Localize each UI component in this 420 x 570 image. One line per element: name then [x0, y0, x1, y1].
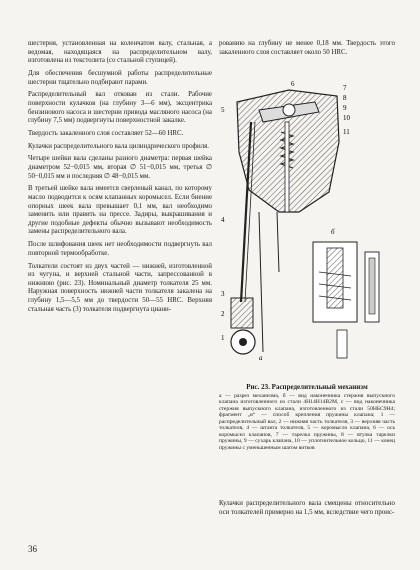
paragraph-8: После шлифования шеек нет необходимости подвергнуть вал повторной термообработке. [28, 241, 212, 257]
figure-label-4: 4 [221, 216, 225, 224]
valve-stem [285, 122, 289, 212]
paragraph-2: Для обеспечения бесшумной работы распределительные шестерни тщательно подбирают парами. [28, 69, 212, 86]
figure-label-3: 3 [221, 290, 225, 298]
paragraph-4: Твердость закаленного слоя составляет 52—60 HRC. [28, 129, 184, 137]
figure-label-5: 5 [221, 106, 225, 114]
figure-caption [219, 384, 395, 451]
figure-label-10: 10 [343, 114, 350, 122]
figure-label-8: 8 [343, 94, 347, 102]
page-number: 36 [28, 544, 37, 554]
right-column-bottom [219, 500, 395, 521]
valve-mechanism-drawing [219, 72, 395, 362]
detail-view-b [313, 242, 357, 322]
figure-label-2: 2 [221, 310, 225, 318]
paragraph-6: Четыре шейки вала сделаны разного диаметра: первая шейка диаметром 52−0,015 мм, вторая ∅ 51−0,015 мм, третья ∅ 50−0,015 мм и последняя ∅ 48−0,015 мм. [28, 155, 212, 180]
figure-label-7: 7 [343, 84, 347, 92]
rocker-shaft [283, 104, 295, 116]
figure-label-1: 1 [221, 334, 225, 342]
paragraph-5: Кулачки распределительного вала цилиндрического профиля. [28, 142, 210, 150]
paragraph-1: шестерня, установленная на коленчатом валу, стальная, а ведомая, находящаяся на распределительном валу, изготовлена из текстолита (со стальной ступицей). [28, 40, 212, 65]
left-column [28, 40, 212, 318]
right-top-paragraph: рованию на глубину не менее 0,18 мм. Твердость этого закаленного слоя составляет около 50 HRC. [219, 40, 395, 56]
right-column-top [219, 40, 395, 61]
figure-label-6: 6 [291, 80, 295, 88]
figure-label-9: 9 [343, 104, 347, 112]
figure-label-11: 11 [343, 128, 350, 136]
paragraph-7: В третьей шейке вала имеется сверленый канал, по которому масло подводится к осям клапанных коромысел. Если биение опорных шеек вала превышает 0,1 мм, вал необходимо заменить или править на прессе. Задиры, выкрашивания и другие подобные дефекты обычно вызывают необходимость замены распределительного вала. [28, 185, 212, 236]
right-bottom-paragraph: Кулачки распределительного вала смещены относительно оси толкателей примерно на 1,5 мм, вследствие чего проис- [219, 500, 395, 516]
figure-label-a: а [259, 354, 263, 362]
tappet [231, 298, 253, 328]
paragraph-9: Толкатели состоят из двух частей — нижней, изготовленной из чугуна, и верхней стальной части, запрессованной в нижнюю (рис. 23). Номинальный диаметр толкателя 25 мм. Наружная поверхность нижней части толкателя закалена на глубину 1,5—5,5 мм до твердости 50—55 HRC. Верхняя стальная часть (3) толкателя подвергнута циани- [28, 262, 212, 313]
figure-label-b: б [331, 228, 335, 236]
paragraph-3: Распределительный вал откован из стали. Рабочие поверхности кулачков (на глубину 3—6 мм), эксцентрика бензинового насоса и шестерни привода масляного насоса (на глубину 7,5 мм) подвергнуты поверхностной закалке. [28, 91, 212, 125]
caption-text: а — разрез механизма, б — вид наконечника стержня выпускного клапана изготовленного из стали 4Н14Н14В2М, с — вид наконечника стержня выпускного клапана, изготовленного из стали 50НБС9Н4; фрагмент „в“ — способ крепления пружины клапана; 1 — распределительный вал, 2 — нижняя часть толкателя, 3 — верхняя часть толкателя, 4 — штанга толкателя, 5 — коромысло клапана, 6 — ось коромысел клапанов, 7 — тарелка пружины, 8 — втулка тарелки пружины, 9 — сухарь клапана, 10 — уплотнительное кольцо, 11 — конец пружины с уменьшенным шагом витков [219, 392, 395, 451]
caption-title: Рис. 23. Распределительный механизм [246, 383, 368, 391]
valve-mechanism-figure [219, 72, 395, 362]
